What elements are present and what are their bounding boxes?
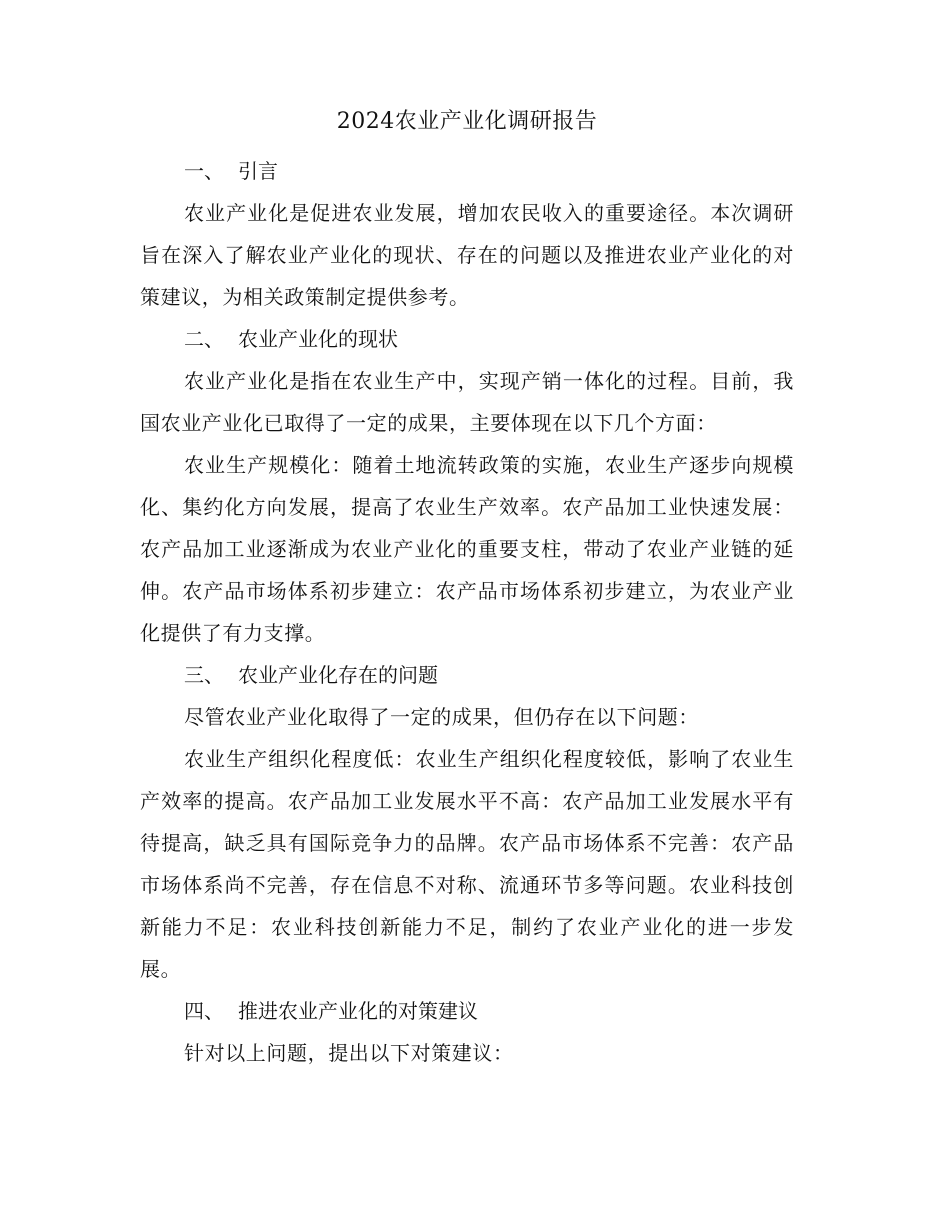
section-heading bbox=[140, 318, 794, 360]
document-title: 2024农业产业化调研报告 bbox=[336, 109, 598, 134]
paragraph: 农业生产组织化程度低：农业生产组织化程度较低，影响了农业生产效率的提高。农产品加工业发展水平不高：农产品加工业发展水平有待提高，缺乏具有国际竞争力的品牌。农产品市场体系不完善：农产品市场体系尚不完善，存在信息不对称、流通环节多等问题。农业科技创新能力不足：农业科技创新能力不足，制约了农业产业化的进一步发展。 bbox=[140, 747, 794, 981]
section-heading bbox=[140, 150, 794, 192]
section-current-status bbox=[140, 318, 794, 654]
paragraph: 农业产业化是促进农业发展，增加农民收入的重要途径。本次调研旨在深入了解农业产业化的现状、存在的问题以及推进农业产业化的对策建议，为相关政策制定提供参考。 bbox=[140, 201, 794, 309]
section-number: 二、 bbox=[184, 327, 224, 351]
paragraph: 针对以上问题，提出以下对策建议： bbox=[184, 1041, 514, 1065]
section-heading-text: 引言 bbox=[238, 159, 278, 183]
section-heading-text: 农业产业化存在的问题 bbox=[238, 663, 438, 687]
section-heading bbox=[140, 654, 794, 696]
section-problems bbox=[140, 654, 794, 990]
paragraph: 尽管农业产业化取得了一定的成果，但仍存在以下问题： bbox=[184, 705, 699, 729]
paragraph: 农业产业化是指在农业生产中，实现产销一体化的过程。目前，我国农业产业化已取得了一定的成果，主要体现在以下几个方面： bbox=[140, 369, 794, 435]
section-heading-text: 农业产业化的现状 bbox=[238, 327, 398, 351]
section-number: 四、 bbox=[184, 999, 224, 1023]
section-introduction bbox=[140, 150, 794, 318]
document-body bbox=[140, 104, 794, 1074]
section-number: 一、 bbox=[184, 159, 224, 183]
section-heading-text: 推进农业产业化的对策建议 bbox=[238, 999, 478, 1023]
section-number: 三、 bbox=[184, 663, 224, 687]
section-recommendations bbox=[140, 990, 794, 1074]
section-heading bbox=[140, 990, 794, 1032]
paragraph: 农业生产规模化：随着土地流转政策的实施，农业生产逐步向规模化、集约化方向发展，提高了农业生产效率。农产品加工业快速发展：农产品加工业逐渐成为农业产业化的重要支柱，带动了农业产业链的延伸。农产品市场体系初步建立：农产品市场体系初步建立，为农业产业化提供了有力支撑。 bbox=[140, 453, 794, 645]
